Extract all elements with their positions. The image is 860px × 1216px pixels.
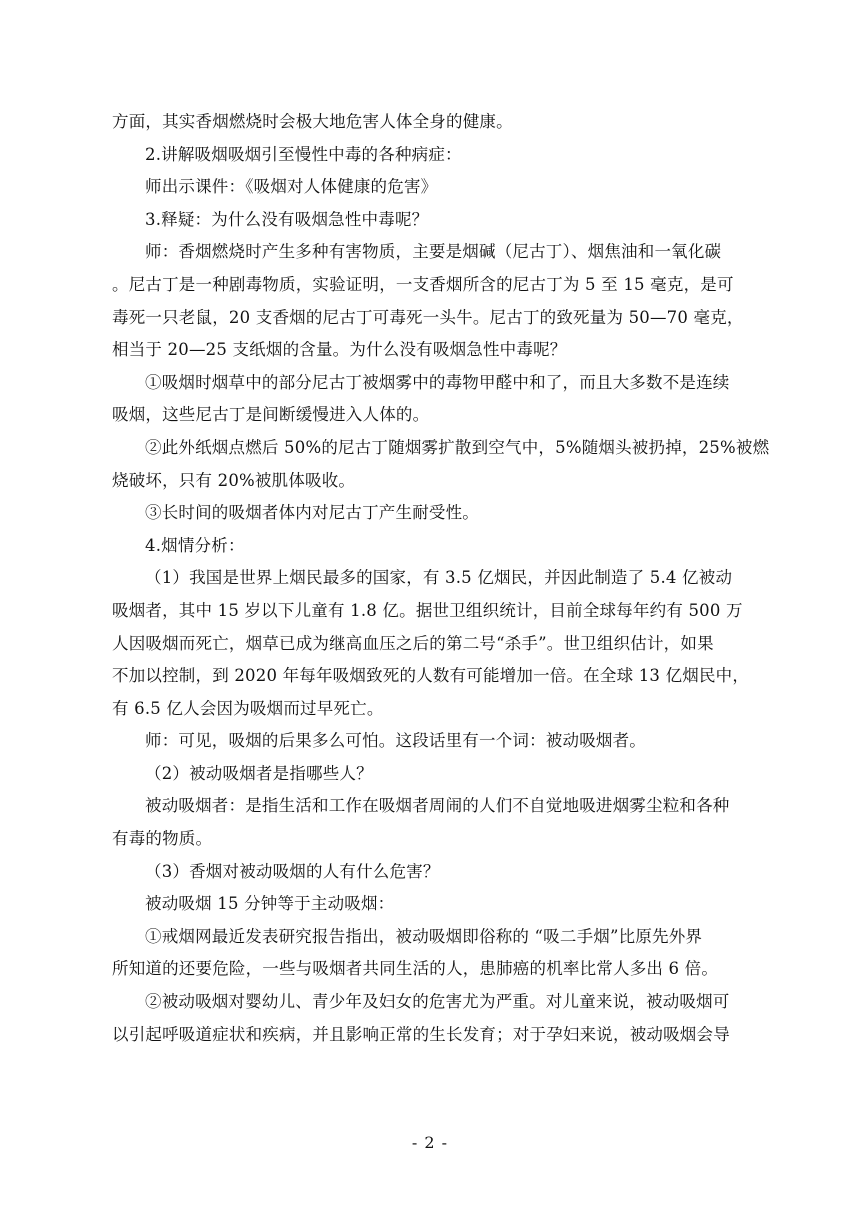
text-line: （3）香烟对被动吸烟的人有什么危害？ <box>145 861 440 881</box>
text-line: 人因吸烟而死亡，烟草已成为继高血压之后的第二号“杀手”。世卫组织估计，如果 <box>112 633 714 653</box>
text-line: ③长时间的吸烟者体内对尼古丁产生耐受性。 <box>145 503 479 523</box>
text-line: ①吸烟时烟草中的部分尼古丁被烟雾中的毒物甲醛中和了，而且大多数不是连续 <box>145 372 730 392</box>
text-line: 吸烟者，其中 15 岁以下儿童有 1.8 亿。据世卫组织统计，目前全球每年约有 500 万 <box>112 600 743 620</box>
page-number: - 2 - <box>411 1133 449 1152</box>
text-line: 以引起呼吸道症状和疾病，并且影响正常的生长发育；对于孕妇来说，被动吸烟会导 <box>112 1024 730 1044</box>
text-line: 师：香烟燃烧时产生多种有害物质，主要是烟碱（尼古丁）、烟焦油和一氧化碳 <box>145 242 722 262</box>
text-line: （1）我国是世界上烟民最多的国家，有 3.5 亿烟民，并因此制造了 5.4 亿被动 <box>145 568 733 588</box>
text-line: 3.释疑：为什么没有吸烟急性中毒呢？ <box>145 209 429 229</box>
text-line: 所知道的还要危险，一些与吸烟者共同生活的人，患肺癌的机率比常人多出 6 倍。 <box>112 959 719 979</box>
text-line: 师：可见，吸烟的后果多么可怕。这段话里有一个词：被动吸烟者。 <box>145 731 646 751</box>
text-line: 被动吸烟 15 分钟等于主动吸烟： <box>145 894 395 914</box>
text-line: 有毒的物质。 <box>112 829 213 849</box>
text-line: （2）被动吸烟者是指哪些人？ <box>145 763 373 783</box>
text-line: ②被动吸烟对婴幼儿、青少年及妇女的危害尤为严重。对儿童来说，被动吸烟可 <box>145 992 730 1012</box>
text-line: 4.烟情分析： <box>145 535 245 555</box>
text-line: ①戒烟网最近发表研究报告指出，被动吸烟即俗称的 “吸二手烟”比原先外界 <box>145 926 703 946</box>
text-line: 吸烟，这些尼古丁是间断缓慢进入人体的。 <box>112 405 430 425</box>
text-line: 方面，其实香烟燃烧时会极大地危害人体全身的健康。 <box>112 112 513 131</box>
text-line: 毒死一只老鼠，20 支香烟的尼古丁可毒死一头牛。尼古丁的致死量为 50—70 毫克， <box>112 307 744 327</box>
text-line: 不加以控制，到 2020 年每年吸烟致死的人数有可能增加一倍。在全球 13 亿烟民中， <box>112 666 750 686</box>
text-line: ②此外纸烟点燃后 50%的尼古丁随烟雾扩散到空气中，5%随烟头被扔掉，25%被燃 <box>145 437 770 457</box>
text-line: 师出示课件：《吸烟对人体健康的危害》 <box>145 177 438 197</box>
document-body <box>112 106 770 1051</box>
text-line: 相当于 20—25 支纸烟的含量。为什么没有吸烟急性中毒呢？ <box>112 340 567 360</box>
text-line: 烧破坏，只有 20%被肌体吸收。 <box>112 470 356 490</box>
text-line: 。尼古丁是一种剧毒物质，实验证明，一支香烟所含的尼古丁为 5 至 15 毫克，是可 <box>112 274 734 294</box>
text-line: 被动吸烟者：是指生活和工作在吸烟者周闹的人们不自觉地吸进烟雾尘粒和各种 <box>145 796 730 816</box>
text-line: 2.讲解吸烟吸烟引至慢性中毒的各种病症： <box>145 144 462 164</box>
text-line: 有 6.5 亿人会因为吸烟而过早死亡。 <box>112 698 384 718</box>
